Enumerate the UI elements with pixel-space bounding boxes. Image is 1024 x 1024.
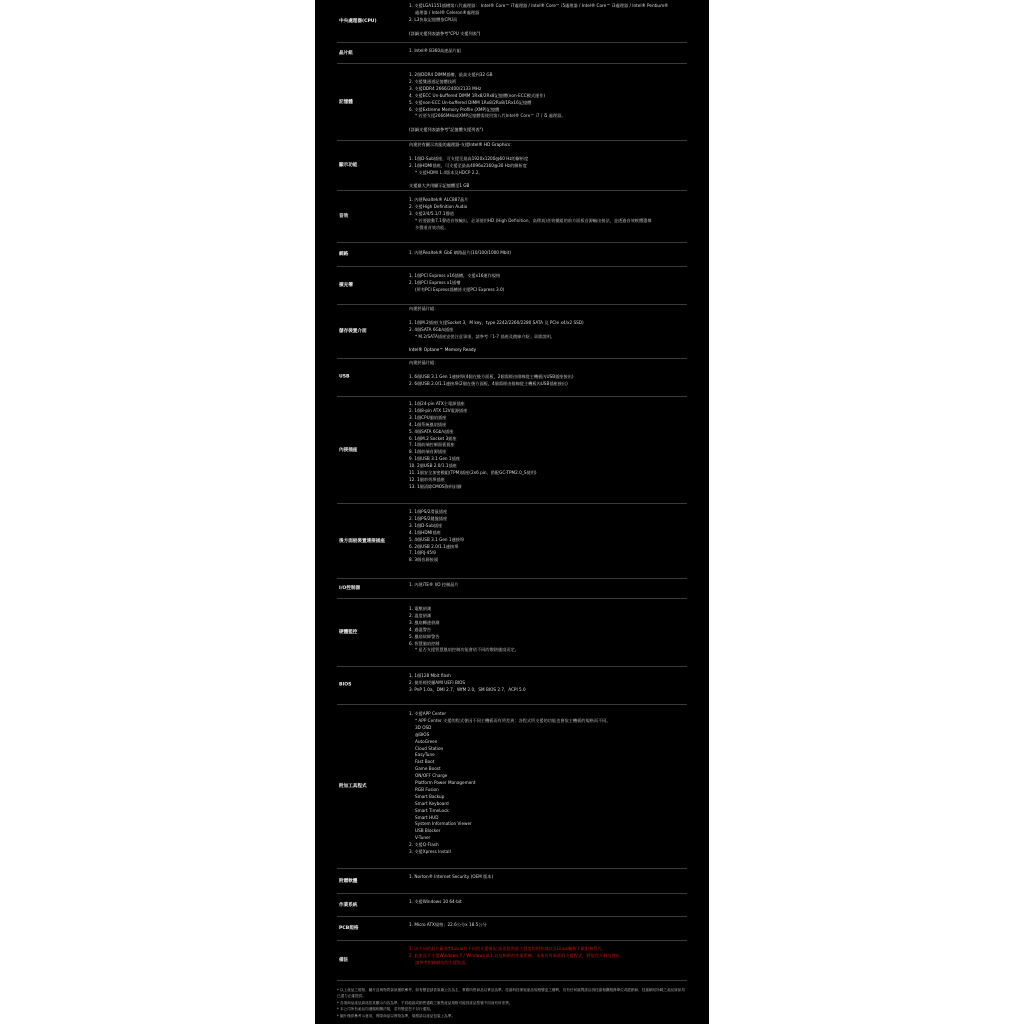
spec-row (337, 396, 687, 504)
spec-line: 1. Norton® Internet Security (OEM 版本) (409, 874, 494, 879)
spec-line: ON/OFF Charge (415, 773, 448, 779)
spec-row (337, 666, 687, 705)
spec-row-label: USB (339, 374, 350, 380)
spec-line: 4. 支援ECC Un-buffered DIMM 1Rx8/2Rx8記憶體(non-ECC模式運作) (409, 92, 546, 98)
spec-line: 2. 4個SATA 6Gb/s插座 (409, 326, 454, 332)
spec-line: 1. 1個PS/2滑鼠插座 (409, 509, 448, 514)
spec-row (337, 916, 687, 941)
spec-line: (詳細支援列表請參考"CPU 支援列表") (409, 30, 481, 36)
spec-row-label: 音效 (339, 214, 349, 219)
spec-line: * 若要支援2666MHz或XMP記憶體需使用第八代Intel® Core™ i7 / i5 處理器。 (415, 113, 566, 119)
spec-row-label: PCB規格 (339, 926, 359, 931)
spec-line: 5. 4個USB 3.1 Gen 1連接埠 (409, 536, 465, 542)
spec-row (337, 140, 687, 191)
spec-line: Smart Keyboard (415, 800, 449, 806)
spec-row-label: 記憶體 (339, 99, 353, 105)
spec-row (337, 704, 687, 869)
spec-line: RGB Fusion (415, 786, 439, 792)
spec-line: 2. 1個8-pin ATX 12V電源插座 (409, 407, 468, 413)
spec-line: 2. 溫度偵測 (409, 612, 432, 618)
spec-line: AutoGreen (415, 738, 438, 744)
spec-line: 6. 支援Extreme Memory Profile (XMP)記憶體 (409, 106, 500, 112)
spec-row (337, 190, 687, 243)
spec-row-label: 作業系統 (339, 902, 358, 908)
spec-panel (315, 0, 709, 1024)
spec-line: 多聲道音效功能。 (415, 224, 449, 230)
spec-row (337, 893, 687, 917)
spec-line: 3. 支援DDR4 2666/2400/2133 MHz (409, 85, 482, 91)
spec-row (337, 266, 687, 305)
spec-line: 3. 風扇轉速偵測 (409, 619, 440, 625)
spec-line: 處理器 / Intel® Celeron®處理器 (415, 9, 480, 15)
footer-note: * 圖片僅供參考示意用，實際商品以實物為準，規格請以產品包裝上為準。 (337, 1013, 455, 1018)
spec-row-label: 內接插座 (339, 447, 358, 453)
spec-line: 2. 1個PS/2鍵盤插座 (409, 515, 448, 521)
spec-line: 2. 此產品不支援Windows 7 / Windows 8.1 以及較舊的作業系統。未來若有新版的支援程式，將依官方網站發布， (409, 952, 625, 958)
spec-line: 內建於有顯示功能的處理器-支援Intel® HD Graphics： (409, 142, 515, 147)
spec-line: 5. 風扇故障警告 (409, 633, 440, 639)
spec-line: 2. 支援Q-Flash (409, 842, 439, 848)
spec-line: 1. 內建iTE® I/O 控制晶片 (409, 582, 459, 587)
spec-line: 2. 1個HDMI插座，可支援至最高4096x2160@30 Hz的解析度 (409, 162, 527, 168)
spec-line: @BIOS (415, 731, 430, 737)
spec-row-label: 儲存裝置介面 (339, 329, 367, 334)
spec-line: (詳細支援列表請參考"記憶體支援列表") (409, 127, 484, 133)
spec-line: Smart TimeLock (415, 807, 449, 813)
spec-line: 1. 支援APP Center (409, 711, 447, 716)
spec-row-label: 附贈軟體 (339, 878, 358, 884)
spec-line: 6. 智慧風扇控制 (409, 640, 440, 646)
spec-line: 3. 支援Xpress Install (409, 849, 451, 854)
spec-line: 請參考相關網站的支援資訊。 (415, 959, 470, 965)
spec-line: 1. Intel® B360高速晶片組 (409, 48, 461, 53)
spec-line: 8. 3個音源接頭 (409, 557, 438, 563)
spec-line: * 支援HDMI 1.4版本及HDCP 2.2。 (415, 169, 483, 175)
spec-line: 13. 1個清除CMOS資料針腳 (409, 483, 462, 489)
spec-row (337, 304, 687, 359)
spec-line: 2. L3快取記憶體依CPU而 (409, 16, 458, 22)
spec-row-label: 網路 (339, 252, 349, 257)
spec-row (337, 503, 687, 579)
spec-line: 1. 1個128 Mbit flash (409, 673, 451, 678)
spec-line: EasyTune (415, 752, 435, 758)
footer-notes (337, 987, 687, 1019)
spec-line: 3. 支援2/4/5.1/7.1聲道 (409, 210, 454, 216)
spec-line: 3D OSD (415, 724, 432, 730)
spec-row (337, 868, 687, 894)
spec-line: * APP Center 支援的程式會因不同主機板而有所差異；各程式所支援的功能也會依主機板的規格而不同。 (415, 717, 611, 723)
spec-line: 4. 1個系統風扇插座 (409, 421, 447, 427)
spec-row-label: 擴充槽 (339, 283, 353, 288)
spec-row-label: 附加工具程式 (339, 784, 367, 789)
spec-line: Platform Power Management (415, 780, 476, 785)
spec-row (337, 242, 687, 267)
spec-line: Smart HUD (415, 814, 439, 820)
spec-row-label: 後方面板裝置連接插座 (339, 538, 385, 544)
spec-line: 支援最大共用顯示記憶體至1 GB (409, 183, 470, 189)
spec-line: 1. 1個M.2插座(支援Socket 3，M key，type 2242/2260/2280 SATA 及 PCIe x4/x2 SSD) (409, 319, 584, 325)
spec-row-label: 硬體監控 (339, 630, 358, 635)
spec-line: 7. 1個RJ-45埠 (409, 550, 437, 556)
spec-line: 7. 1個前端控制面板插座 (409, 442, 455, 448)
spec-row-label: 中央處理器(CPU) (339, 19, 377, 24)
spec-line: V-Tuner (415, 835, 431, 841)
spec-row-label: 顯示功能 (339, 163, 358, 168)
footer-note: * 以上產品之規格、圖片及與物質資訊僅供參考，如有變更請依原廠公告為主，實際所售商品以實品為準。技嘉科技保留產品規格變更之權利，若有任何疑問請洽詢技嘉相關服務單位或經銷商，技嘉網站所載之產品資訊均已盡力正確提供。 (337, 988, 685, 999)
spec-line: 1. 1個PCI Express x16插槽，支援x16運作規格 (409, 273, 501, 278)
spec-line: 1. Micro ATX規格；22.6公分x 18.5公分 (409, 922, 487, 927)
spec-row (337, 0, 687, 43)
spec-line: 4. 1個HDMI插座 (409, 529, 441, 535)
spec-line: 3. 1個CPU風扇插座 (409, 414, 447, 420)
spec-line: 3. PnP 1.0a，DMI 2.7，WfM 2.0，SM BIOS 2.7，ACPI 5.0 (409, 686, 526, 692)
spec-line: 4. 過溫警告 (409, 626, 432, 632)
spec-line: 10. 2個USB 2.0/1.1插座 (409, 463, 457, 469)
spec-line: 1. 6個USB 3.1 Gen 1連接埠(4個在後方面板，2個需經由排線從主機板內USB插座接出) (409, 373, 574, 379)
spec-row-label: BIOS (339, 682, 352, 688)
spec-line: 1. 1個24-pin ATX主電源插座 (409, 401, 465, 406)
spec-line: 11. 1個安全加密模組(TPM)插座(2x6 pin，搭配GC-TPM2.0_S使用) (409, 470, 537, 475)
spec-row (337, 598, 687, 667)
spec-line: 2. 6個USB 2.0/1.1連接埠(2個在後方面板，4個需經由排線從主機板內USB插座接出) (409, 380, 568, 386)
spec-line: 1. 支援Windows 10 64-bit (409, 899, 462, 904)
spec-row (337, 940, 687, 981)
spec-line: 1. 支援LGA1151插槽第八代處理器： Intel® Core™ i7處理器 / Intel® Core™ i5處理器 / Intel® Core™ i3處理器 / Intel® Pentium® (409, 3, 669, 8)
footer-note: * 各項商品產品資訊依其顯示內容為準，不同地區或銷售通路之販售產品規格可能因產品型號不同而有所差異。 (337, 1000, 513, 1005)
spec-line: 1. 1個D-Sub插座，可支援至最高1920x1200@60 Hz的解析度 (409, 155, 529, 161)
spec-row (337, 63, 687, 141)
spec-line: 5. 支援non-ECC Un-buffered DIMM 1Rx8/2Rx8/1Rx16記憶體 (409, 99, 532, 105)
spec-line: 3. 1個D-Sub插座 (409, 522, 443, 528)
spec-row-label: I/O控制器 (339, 586, 361, 591)
spec-line: 6. 2個USB 2.0/1.1連接埠 (409, 543, 459, 549)
spec-line: 2. 支援雙通道記憶體技術 (409, 78, 457, 84)
spec-line: Cloud Station (415, 745, 444, 751)
spec-line: 1. 內建Realtek® GbE 網路晶片(10/100/1000 Mbit) (409, 250, 511, 255)
spec-row (337, 358, 687, 397)
spec-line: 2. 1個PCI Express x1插槽 (409, 279, 461, 285)
spec-line: 12. 1個串列埠插座 (409, 476, 445, 482)
spec-row (337, 578, 687, 599)
spec-line: 2. 支援High Definition Audio (409, 203, 468, 209)
spec-line: 8. 1個前端音源插座 (409, 449, 447, 455)
spec-line: (所有PCI Express插槽皆支援PCI Express 3.0) (415, 286, 505, 292)
spec-line: 9. 1個USB 3.1 Gen 1插座 (409, 456, 460, 462)
spec-row-label: 晶片組 (339, 50, 353, 56)
spec-line: Smart Backup (415, 793, 445, 799)
spec-line: 1. 因不同的晶片廠商對Linux有不同的支援情況,技嘉提供最大程度的相容測試及Linux驅動下載服務程式。 (409, 946, 606, 951)
spec-line: Fast Boot (415, 759, 435, 765)
spec-line: 5. 4個SATA 6Gb/s插座 (409, 428, 454, 434)
spec-line: Intel® Optane™ Memory Ready (409, 347, 477, 353)
footer-note: * 本公司所有產品均遵循相關法規，若有變更恕不另行通知。 (337, 1007, 434, 1012)
spec-line: * M.2/SATA插座安裝注意事項，請參考「1-7 插座及跳線介紹」章節說明。 (415, 333, 555, 339)
spec-row-label: 備註 (339, 958, 349, 963)
spec-line: 1. 電壓偵測 (409, 606, 432, 611)
spec-line: * 若要啟動7.1聲道音效輸出，必須使用HD (High Definition，高傳真)音效模組的前方面板音源輸出接法，並透過音效軟體選擇 (415, 217, 652, 223)
spec-line: * 是否支援智慧風扇控制功能會依不同的散熱風扇而定。 (415, 647, 519, 653)
spec-row (337, 42, 687, 64)
spec-line: System Information Viewer (415, 821, 472, 827)
spec-line: 1. 2個DDR4 DIMM插槽，最高支援到32 GB (409, 72, 493, 77)
spec-line: 2. 使用經授權AMI UEFI BIOS (409, 679, 466, 685)
spec-line: 內建於晶片組： (409, 306, 439, 311)
spec-line: 內建於晶片組： (409, 360, 439, 365)
spec-line: USB Blocker (415, 828, 441, 834)
spec-line: 6. 1個M.2 Socket 3插座 (409, 435, 457, 441)
spec-line: Game Boost (415, 766, 441, 772)
spec-line: 1. 內建Realtek® ALC887晶片 (409, 197, 469, 202)
